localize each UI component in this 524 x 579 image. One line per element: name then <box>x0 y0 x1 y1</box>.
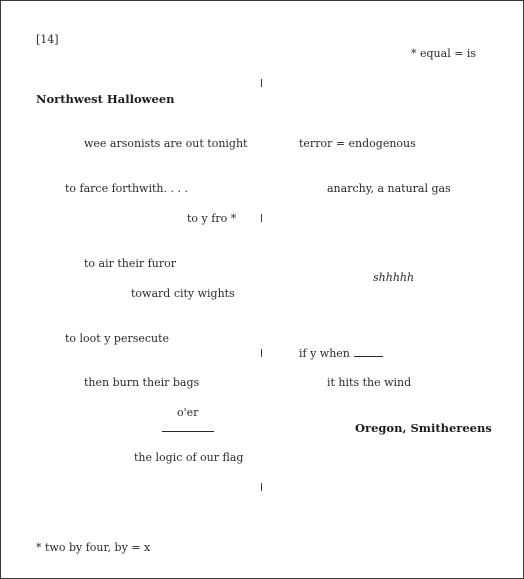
poem-line: to loot y persecute <box>65 332 170 345</box>
poem-line: wee arsonists are out tonight <box>84 137 248 150</box>
column-divider-mark <box>261 483 262 491</box>
column-divider-mark <box>261 214 262 222</box>
poem-line <box>299 347 383 361</box>
poem-title: Northwest Halloween <box>36 92 175 106</box>
poem-line: toward city wights <box>131 287 235 300</box>
poem-line: anarchy, a natural gas <box>327 182 451 195</box>
poem-line: shhhhh <box>373 271 415 284</box>
poem-line: to farce forthwith. . . . <box>65 182 188 195</box>
header-footnote: * equal = is <box>411 47 477 60</box>
poem-line: terror = endogenous <box>299 137 416 150</box>
poem-line: to air their furor <box>84 257 176 270</box>
poem-line: the logic of our flag <box>134 451 244 464</box>
poem-signoff: Oregon, Smithereens <box>355 421 492 435</box>
poem-line: o'er <box>177 406 199 419</box>
column-divider-mark <box>261 79 262 87</box>
poem-line: then burn their bags <box>84 376 200 389</box>
poem-line: to y fro * <box>187 212 237 225</box>
blank-rule <box>162 431 214 432</box>
page-number: [14] <box>36 33 59 46</box>
poem-line-text: if y when <box>299 347 350 360</box>
page-footnote: * two by four, by = x <box>36 541 151 554</box>
column-divider-mark <box>261 349 262 357</box>
blank-rule <box>354 347 383 357</box>
poem-line: it hits the wind <box>327 376 412 389</box>
